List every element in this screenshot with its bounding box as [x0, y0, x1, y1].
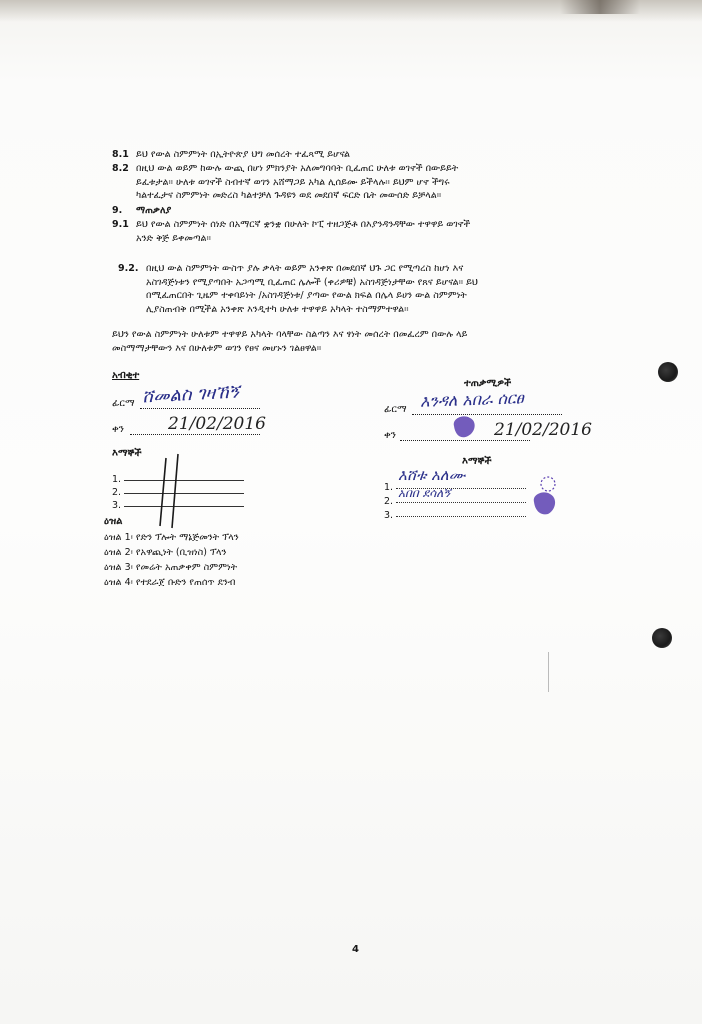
right-witnesses-title: እማኞች: [462, 456, 492, 467]
clause-8-1: [112, 148, 350, 162]
margin-mark: [548, 652, 549, 692]
right-date-handwritten: 21/02/2016: [494, 420, 592, 440]
right-witness-1-signature: እሸቱ አለሙ: [398, 466, 466, 484]
left-sign-label: ፊርማ: [112, 398, 135, 409]
punch-hole-bottom: [652, 628, 672, 648]
right-sign-label: ፊርማ: [384, 404, 407, 415]
clause-9-2-number: 9.2.: [118, 263, 139, 274]
right-sign-line: [412, 414, 562, 415]
left-sign-line: [140, 408, 260, 409]
left-witness-strike-marks: [150, 452, 190, 532]
clause-8-2-number: 8.2: [112, 163, 129, 174]
punch-hole-top: [658, 362, 678, 382]
left-date-line: [130, 434, 260, 435]
left-date-handwritten: 21/02/2016: [168, 414, 266, 434]
left-witness-row: 1.: [112, 474, 244, 485]
clause-9-1-text: ይህ የውል ስምምነት ሰነድ በአማርኛ ቋንቋ በሁለት ኮፒ ተዘጋጅቶ በእያንዳንዳቸው ተዋዋይ ወገኖች አንድ ቅጅ ይቀመጣል።: [136, 219, 471, 244]
right-signature: እንዳለ አበራ ሰርፀ: [419, 388, 524, 411]
left-witness-row: 3.: [112, 500, 244, 511]
closing-statement: ይህን የውል ስምምነት ሁለቱም ተዋዋይ አካላት ባላቸው ስልጣን እና ፃነት መሰረት በመፈረም በውሉ ላይ መስማማታቸውን እና በሁለቱም ወገን የፀና መሆኑን ገልፀዋል።: [112, 329, 468, 354]
right-date-stamp-blot: [450, 414, 478, 440]
right-witness-2-signature: አበበ ደሳለኝ: [398, 486, 451, 500]
right-witness-stamp-blot: [528, 474, 562, 518]
annex-item: ዕዝል 4፡ የተደራጀ ቡድን የጠሰጥ ደንብ: [104, 577, 236, 588]
annex-title: ዕዝል: [104, 516, 123, 527]
clause-9-2-text: በዚህ ውል ስምምነት ውስጥ ያሉ ቃላት ወይም አንቀጽ በመደበኛ ህጉ ጋር የሚጣረስ ከሆነ እና አስገዳጅነቱን የሚያጣበት አጋጣሚ ቢፈጠር ሌሎች (ቀሪዎቹ) አስገዳጅነታቸው የጸና ይሆናል። ይህ በሚፈጠርበት ጊዜም ተቀባይነት /አስገዳጅነቱ/ ያጣው የውል ክፍል በሌላ ይሀን ውል ስምምነት ሊያስጠብቅ በሚችል አንቀጽ እንዲተካ ሁለቱ ተዋዋይ አካላት ተስማምተዋል።: [146, 263, 478, 315]
annex-list: [104, 530, 239, 590]
right-witness-row: 1.: [384, 482, 526, 493]
annex-item: ዕዝል 2፡ የአዋጪነት (ቢዝነስ) ፕላን: [104, 547, 227, 558]
clause-number: 8.1: [112, 149, 129, 160]
clause-9-1-number: 9.1: [112, 219, 129, 230]
right-witness-row: 2.: [384, 496, 526, 507]
section-9-heading: 9. ማጠቃለያ: [112, 205, 172, 216]
annex-item: ዕዝል 1፡ የድን ፕሎት ማኔጅመንት ፕላን: [104, 532, 239, 543]
left-party-title: አብቂተ: [112, 370, 140, 381]
page-number: 4: [352, 944, 359, 955]
annex-item: ዕዝል 3፡ የመሬት አጠቃቀም ስምምነት: [104, 562, 238, 573]
scan-top-edge: [0, 0, 702, 22]
clause-text: ይህ የውል ስምምነት በኢትዮጵያ ህግ መሰረት ተፈጻሚ ይሆናል: [136, 149, 351, 160]
right-party-title: ተጠቃሚዎች: [464, 378, 512, 389]
left-date-label: ቀን: [112, 424, 124, 435]
right-witness-row: 3.: [384, 510, 526, 521]
left-witnesses-title: እማኞች: [112, 448, 142, 459]
right-date-label: ቀን: [384, 430, 396, 441]
left-signature: ሸመልስ ገዛኸኝ: [141, 381, 240, 408]
clause-8-2-text: በዚህ ውል ወይም ከውሉ ውጪ በሆነ ምክንያት አለመግባባት ቢፈጠር ሁለቱ ወገኖች በውይይት ይፈቱታል። ሁለቱ ወገኖች ስብተኛ ወገን አሸማጋይ አካል ሊሰይሙ ይችላሉ። ይህም ሆኖ ችግሩ ካልተፈታና ስምምነት መድረስ ካልተቻለ ጉዳዩን ወደ መደበኛ ፍርድ ቤት መውሰድ ይቻላል።: [136, 163, 459, 201]
left-witness-row: 2.: [112, 487, 244, 498]
right-date-line: [400, 440, 530, 441]
